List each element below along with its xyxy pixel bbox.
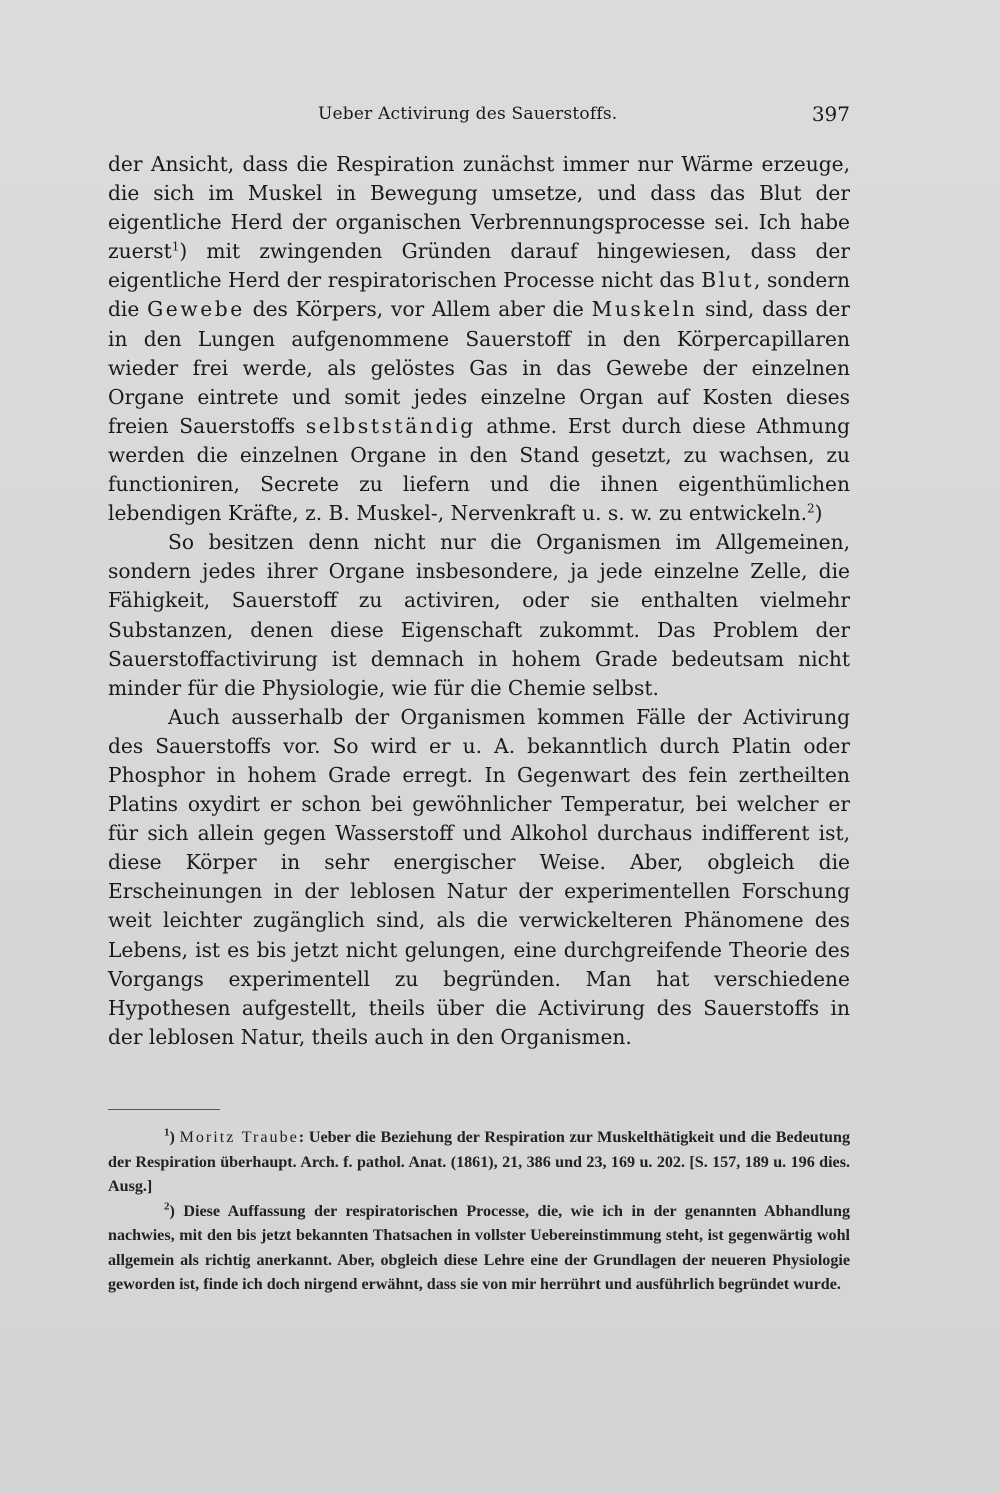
footnote-1-author: Moritz Traube (179, 1129, 299, 1146)
footnote-2-text: ) Diese Auffassung der respiratorischen Processe, die, wie ich in der genannten Abhandlung nachwies, mit den bis jetzt bekannten Thatsachen in vollster Uebereinstimmung steht, ist gegenwärtig wohl allgemein als richtig anerkannt. Aber, obgleich diese Lehre eine der Grundlagen der neueren Physiologie geworden ist, finde ich doch nirgend erwähnt, dass sie von mir herrührt und ausführlich begründet wurde. (108, 1202, 850, 1293)
footnote-2 (108, 1200, 850, 1298)
footnote-1-text-a: : Ueber die Beziehung der Respiration zur Muskelthätigkeit und die Bedeutung der Respiration überhaupt. Arch. f. pathol. Anat. (1861), (108, 1129, 850, 1171)
footnote-1-volume-2: 23 (586, 1153, 603, 1171)
paragraph-1-text-5: sind, dass der in den Lungen aufgenommene Sauerstoff in den Körpercapillaren wieder frei werde, als gelöstes Gas in das Gewebe der einzelnen Organe eintrete und somit jedes einzelne Organ auf Kosten dieses freien Sauerstoffs (108, 297, 851, 438)
emphasis-blut: Blut (701, 268, 755, 293)
footnote-1-text-c: , 169 u. 202. [S. 157, 189 u. 196 dies. Ausg.] (108, 1153, 850, 1195)
emphasis-muskeln: Muskeln (591, 297, 698, 322)
footnote-1: $^1$) Moritz Traube: Ueber die Beziehung der Respiration zur Muskelthätigkeit und die Bedeutung der Respiration überhaupt. Arch. f. pathol. Anat. (1861), 21, 386 und 23, 169 u. 202. [S. 157, 189 u. 196 dies. Ausg.] (108, 1126, 850, 1195)
paragraph-2: So besitzen denn nicht nur die Organismen im Allgemeinen, sondern jedes ihrer Organe insbesondere, ja jede einzelne Zelle, die Fähigkeit, Sauerstoff zu activiren, oder sie enthalten vielmehr Substanzen, denen diese Eigenschaft zukommt. Das Problem der Sauerstoffactivirung ist demnach in hohem Grade bedeutsam nicht minder für die Physiologie, wie für die Chemie selbst. (108, 530, 850, 700)
paragraph-3: Auch ausserhalb der Organismen kommen Fälle der Activirung des Sauerstoffs vor. So wird er u. A. bekanntlich durch Platin oder Phosphor in hohem Grade erregt. In Gegenwart des fein zertheilten Platins oxydirt er schon bei gewöhnlicher Temperatur, bei welcher er für sich allein gegen Wasserstoff und Alkohol durchaus indifferent ist, diese Körper in sehr energischer Weise. Aber, obgleich die Erscheinungen in der leblosen Natur der experimentellen Forschung weit leichter zugänglich sind, als die verwickelteren Phänomene des Lebens, ist es bis jetzt nicht gelungen, eine durchgreifende Theorie des Vorgangs experimentell zu begründen. Man hat verschiedene Hypothesen aufgestellt, theils über die Activirung des Sauerstoffs in der leblosen Natur, theils auch in den Organismen. (108, 704, 850, 1049)
paragraph-1-text-3: , sondern die (108, 268, 851, 322)
footnote-2-marker: 2 (164, 1200, 170, 1213)
paragraph-1 (108, 150, 850, 528)
page-number: 397 (811, 102, 850, 126)
paragraph-1-text-4: des Körpers, vor Allem aber die (244, 297, 592, 322)
footnote-divider (108, 1109, 220, 1110)
emphasis-selbststaendig: selbstständig (305, 413, 476, 438)
page-header (108, 100, 850, 130)
footnote-ref-1: 1 (171, 239, 180, 254)
body-text (108, 150, 850, 1052)
footnote-1-text-b: , 386 und (518, 1153, 587, 1171)
footnote-1-volume-1: 21 (502, 1153, 519, 1171)
paragraph-1-text-7: ) (814, 501, 823, 526)
footnote-ref-2: 2 (807, 501, 815, 516)
emphasis-gewebe: Gewebe (147, 297, 245, 322)
paragraph-1-text-2: ) mit zwingenden Gründen darauf hingewiesen, dass der eigentliche Herd der respiratorischen Processe nicht das (108, 239, 850, 293)
paragraph-1-text-1: der Ansicht, dass die Respiration zunächst immer nur Wärme erzeuge, die sich im Muskel in Bewegung umsetze, und dass das Blut der eigentliche Herd der organischen Verbrennungsprocesse sei. Ich habe zuerst (108, 152, 850, 264)
paragraph-1-text-6: athme. Erst durch diese Athmung werden die einzelnen Organe in den Stand gesetzt, zu wachsen, zu functioniren, Secrete zu liefern und die ihnen eigenthümlichen lebendigen Kräfte, z. B. Muskel-, Nervenkraft u. s. w. zu entwickeln. (108, 413, 850, 526)
running-title: Ueber Activirung des Sauerstoffs. (318, 104, 618, 124)
footnote-1-marker: 1 (164, 1126, 170, 1139)
footnotes (108, 1126, 850, 1298)
